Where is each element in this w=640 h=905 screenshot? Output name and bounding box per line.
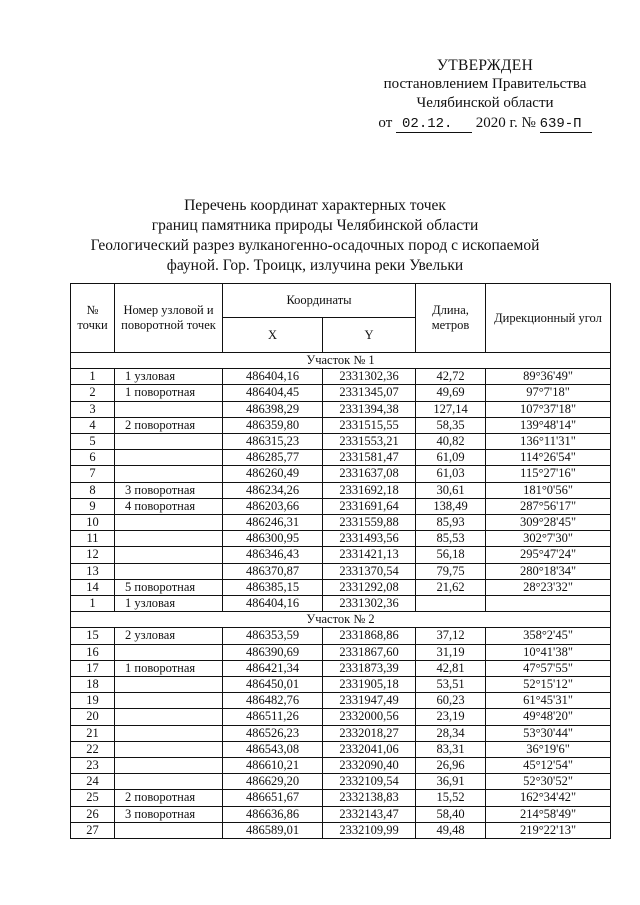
- cell-direction-angle: 214°58'49": [486, 806, 611, 822]
- table-row: [71, 806, 611, 822]
- cell-point-number: 10: [71, 515, 115, 531]
- cell-point-number: 1: [71, 596, 115, 612]
- header-point-type: Номер узловой и поворотной точек: [115, 284, 223, 353]
- cell-coord-x: 486315,23: [223, 434, 323, 450]
- cell-point-number: 1: [71, 369, 115, 385]
- cell-coord-x: 486359,80: [223, 417, 323, 433]
- cell-coord-x: 486353,59: [223, 628, 323, 644]
- cell-point-type: [115, 547, 223, 563]
- table-row: [71, 498, 611, 514]
- header-direction-angle: Дирекционный угол: [486, 284, 611, 353]
- cell-point-type: [115, 531, 223, 547]
- cell-coord-y: 2331292,08: [323, 579, 416, 595]
- cell-length: 58,40: [416, 806, 486, 822]
- table-row: [71, 417, 611, 433]
- cell-point-number: 14: [71, 579, 115, 595]
- cell-coord-x: 486511,26: [223, 709, 323, 725]
- cell-direction-angle: 280°18'34": [486, 563, 611, 579]
- cell-point-type: [115, 515, 223, 531]
- table-row: [71, 579, 611, 595]
- cell-coord-y: 2332138,83: [323, 790, 416, 806]
- table-row: [71, 385, 611, 401]
- table-row: [71, 547, 611, 563]
- approval-heading: УТВЕРЖДЕН: [436, 57, 534, 74]
- cell-coord-x: 486203,66: [223, 498, 323, 514]
- cell-length: 83,31: [416, 741, 486, 757]
- cell-direction-angle: 52°30'52": [486, 774, 611, 790]
- cell-point-type: 5 поворотная: [115, 579, 223, 595]
- cell-length: 56,18: [416, 547, 486, 563]
- cell-point-number: 13: [71, 563, 115, 579]
- document-title: [60, 196, 570, 276]
- cell-point-type: [115, 741, 223, 757]
- section-row: [71, 353, 611, 369]
- cell-point-type: 1 узловая: [115, 596, 223, 612]
- cell-coord-y: 2331394,38: [323, 401, 416, 417]
- table-row: [71, 482, 611, 498]
- cell-coord-y: 2331370,54: [323, 563, 416, 579]
- table-row: [71, 677, 611, 693]
- table-row: [71, 693, 611, 709]
- cell-coord-y: 2331559,88: [323, 515, 416, 531]
- cell-direction-angle: 309°28'45": [486, 515, 611, 531]
- cell-coord-y: 2332090,40: [323, 758, 416, 774]
- cell-direction-angle: 219°22'13": [486, 822, 611, 838]
- table-row: [71, 709, 611, 725]
- cell-point-type: [115, 644, 223, 660]
- cell-point-number: 23: [71, 758, 115, 774]
- cell-point-number: 6: [71, 450, 115, 466]
- cell-direction-angle: 136°11'31": [486, 434, 611, 450]
- cell-coord-y: 2331905,18: [323, 677, 416, 693]
- header-x: X: [223, 318, 323, 353]
- cell-direction-angle: 45°12'54": [486, 758, 611, 774]
- cell-point-number: 4: [71, 417, 115, 433]
- title-line-4: фауной. Гор. Троицк, излучина реки Увельки: [166, 257, 464, 274]
- table-row: [71, 434, 611, 450]
- cell-length: 37,12: [416, 628, 486, 644]
- header-length: Длина, метров: [416, 284, 486, 353]
- table-row: [71, 790, 611, 806]
- cell-point-type: [115, 709, 223, 725]
- table-row: [71, 466, 611, 482]
- header-coordinates: Координаты: [223, 284, 416, 318]
- cell-point-number: 3: [71, 401, 115, 417]
- cell-length: 85,93: [416, 515, 486, 531]
- cell-length: 28,34: [416, 725, 486, 741]
- cell-point-number: 15: [71, 628, 115, 644]
- cell-coord-x: 486589,01: [223, 822, 323, 838]
- table-row: [71, 725, 611, 741]
- cell-length: 61,09: [416, 450, 486, 466]
- cell-coord-y: 2332041,06: [323, 741, 416, 757]
- cell-length: 42,72: [416, 369, 486, 385]
- cell-direction-angle: 28°23'32": [486, 579, 611, 595]
- cell-coord-y: 2331947,49: [323, 693, 416, 709]
- table-row: [71, 774, 611, 790]
- section-title: Участок № 2: [71, 612, 611, 628]
- cell-point-number: 17: [71, 660, 115, 676]
- table-row: [71, 741, 611, 757]
- cell-direction-angle: 36°19'6": [486, 741, 611, 757]
- cell-coord-x: 486398,29: [223, 401, 323, 417]
- table-row: [71, 531, 611, 547]
- cell-coord-y: 2331868,86: [323, 628, 416, 644]
- cell-length: 26,96: [416, 758, 486, 774]
- cell-direction-angle: 47°57'55": [486, 660, 611, 676]
- cell-point-type: [115, 401, 223, 417]
- cell-point-type: 1 поворотная: [115, 385, 223, 401]
- cell-length: 30,61: [416, 482, 486, 498]
- date-prefix: от: [378, 115, 393, 131]
- cell-length: 53,51: [416, 677, 486, 693]
- cell-length: [416, 596, 486, 612]
- cell-length: 15,52: [416, 790, 486, 806]
- cell-coord-y: 2332018,27: [323, 725, 416, 741]
- table-row: [71, 515, 611, 531]
- cell-point-number: 27: [71, 822, 115, 838]
- cell-direction-angle: 295°47'24": [486, 547, 611, 563]
- cell-coord-x: 486370,87: [223, 563, 323, 579]
- cell-coord-x: 486300,95: [223, 531, 323, 547]
- cell-point-type: [115, 434, 223, 450]
- cell-point-type: [115, 466, 223, 482]
- cell-point-number: 8: [71, 482, 115, 498]
- cell-coord-x: 486421,34: [223, 660, 323, 676]
- cell-direction-angle: 89°36'49": [486, 369, 611, 385]
- cell-coord-x: 486390,69: [223, 644, 323, 660]
- cell-length: 21,62: [416, 579, 486, 595]
- cell-coord-y: 2332000,56: [323, 709, 416, 725]
- cell-point-number: 5: [71, 434, 115, 450]
- cell-direction-angle: 302°7'30": [486, 531, 611, 547]
- cell-point-type: 1 узловая: [115, 369, 223, 385]
- cell-point-number: 7: [71, 466, 115, 482]
- table-row: [71, 369, 611, 385]
- cell-coord-y: 2332143,47: [323, 806, 416, 822]
- cell-length: 79,75: [416, 563, 486, 579]
- cell-point-number: 2: [71, 385, 115, 401]
- cell-point-type: 1 поворотная: [115, 660, 223, 676]
- table-row: [71, 822, 611, 838]
- cell-point-number: 20: [71, 709, 115, 725]
- table-row: [71, 660, 611, 676]
- cell-point-type: [115, 725, 223, 741]
- cell-coord-x: 486404,45: [223, 385, 323, 401]
- cell-length: 58,35: [416, 417, 486, 433]
- cell-length: 31,19: [416, 644, 486, 660]
- table-body: [71, 353, 611, 839]
- cell-point-number: 22: [71, 741, 115, 757]
- cell-coord-y: 2331553,21: [323, 434, 416, 450]
- approval-line-1: постановлением Правительства: [383, 76, 587, 92]
- cell-length: 49,48: [416, 822, 486, 838]
- cell-coord-y: 2332109,99: [323, 822, 416, 838]
- cell-coord-y: 2331302,36: [323, 369, 416, 385]
- cell-direction-angle: 358°2'45": [486, 628, 611, 644]
- cell-point-type: 3 поворотная: [115, 482, 223, 498]
- cell-coord-x: 486346,43: [223, 547, 323, 563]
- cell-coord-y: 2331691,64: [323, 498, 416, 514]
- title-line-3: Геологический разрез вулканогенно-осадочных пород с ископаемой: [90, 237, 540, 254]
- title-line-2: границ памятника природы Челябинской области: [151, 217, 479, 234]
- cell-point-type: 4 поворотная: [115, 498, 223, 514]
- coordinates-table: [70, 283, 611, 839]
- cell-length: 42,81: [416, 660, 486, 676]
- cell-length: 61,03: [416, 466, 486, 482]
- cell-point-number: 21: [71, 725, 115, 741]
- date-value: 02.12.: [396, 117, 472, 133]
- cell-point-number: 9: [71, 498, 115, 514]
- header-y: Y: [323, 318, 416, 353]
- cell-direction-angle: 162°34'42": [486, 790, 611, 806]
- cell-point-type: [115, 693, 223, 709]
- cell-direction-angle: 139°48'14": [486, 417, 611, 433]
- cell-point-type: [115, 758, 223, 774]
- cell-point-type: [115, 563, 223, 579]
- cell-point-type: 2 узловая: [115, 628, 223, 644]
- cell-coord-y: 2331345,07: [323, 385, 416, 401]
- cell-direction-angle: 114°26'54": [486, 450, 611, 466]
- cell-point-type: [115, 822, 223, 838]
- table-row: [71, 628, 611, 644]
- title-line-1: Перечень координат характерных точек: [184, 197, 446, 214]
- cell-coord-x: 486260,49: [223, 466, 323, 482]
- cell-direction-angle: 287°56'17": [486, 498, 611, 514]
- cell-coord-y: 2331867,60: [323, 644, 416, 660]
- cell-coord-x: 486526,23: [223, 725, 323, 741]
- cell-coord-x: 486482,76: [223, 693, 323, 709]
- cell-length: 127,14: [416, 401, 486, 417]
- section-row: [71, 612, 611, 628]
- cell-length: 36,91: [416, 774, 486, 790]
- cell-coord-y: 2331637,08: [323, 466, 416, 482]
- cell-point-number: 18: [71, 677, 115, 693]
- cell-coord-y: 2331692,18: [323, 482, 416, 498]
- approval-date-line: [370, 114, 600, 133]
- cell-length: 60,23: [416, 693, 486, 709]
- cell-direction-angle: 107°37'18": [486, 401, 611, 417]
- cell-coord-x: 486385,15: [223, 579, 323, 595]
- cell-length: 23,19: [416, 709, 486, 725]
- table-row: [71, 450, 611, 466]
- cell-direction-angle: 181°0'56": [486, 482, 611, 498]
- cell-coord-x: 486610,21: [223, 758, 323, 774]
- cell-coord-x: 486450,01: [223, 677, 323, 693]
- table-row: [71, 401, 611, 417]
- cell-coord-x: 486285,77: [223, 450, 323, 466]
- cell-point-type: [115, 774, 223, 790]
- cell-coord-x: 486543,08: [223, 741, 323, 757]
- cell-coord-y: 2332109,54: [323, 774, 416, 790]
- cell-length: 40,82: [416, 434, 486, 450]
- section-title: Участок № 1: [71, 353, 611, 369]
- cell-point-type: 2 поворотная: [115, 417, 223, 433]
- cell-coord-y: 2331421,13: [323, 547, 416, 563]
- approval-line-2: Челябинской области: [416, 95, 554, 111]
- cell-length: 138,49: [416, 498, 486, 514]
- table-row: [71, 758, 611, 774]
- cell-coord-y: 2331493,56: [323, 531, 416, 547]
- cell-direction-angle: 49°48'20": [486, 709, 611, 725]
- cell-direction-angle: 115°27'16": [486, 466, 611, 482]
- cell-direction-angle: 10°41'38": [486, 644, 611, 660]
- cell-point-number: 11: [71, 531, 115, 547]
- cell-coord-y: 2331873,39: [323, 660, 416, 676]
- cell-point-number: 16: [71, 644, 115, 660]
- cell-coord-x: 486629,20: [223, 774, 323, 790]
- cell-point-number: 26: [71, 806, 115, 822]
- cell-point-number: 25: [71, 790, 115, 806]
- cell-coord-x: 486636,86: [223, 806, 323, 822]
- cell-coord-y: 2331581,47: [323, 450, 416, 466]
- cell-coord-x: 486404,16: [223, 369, 323, 385]
- cell-direction-angle: 97°7'18": [486, 385, 611, 401]
- cell-length: 49,69: [416, 385, 486, 401]
- cell-length: 85,53: [416, 531, 486, 547]
- cell-point-number: 19: [71, 693, 115, 709]
- cell-point-type: 2 поворотная: [115, 790, 223, 806]
- cell-direction-angle: [486, 596, 611, 612]
- cell-coord-x: 486651,67: [223, 790, 323, 806]
- cell-point-type: [115, 450, 223, 466]
- year-text: 2020 г. №: [475, 115, 536, 131]
- cell-coord-y: 2331515,55: [323, 417, 416, 433]
- table-row: [71, 596, 611, 612]
- approval-block: [370, 56, 600, 133]
- cell-coord-x: 486404,16: [223, 596, 323, 612]
- table-row: [71, 644, 611, 660]
- header-point-number: № точки: [71, 284, 115, 353]
- cell-coord-x: 486246,31: [223, 515, 323, 531]
- table-row: [71, 563, 611, 579]
- cell-point-type: 3 поворотная: [115, 806, 223, 822]
- cell-point-number: 24: [71, 774, 115, 790]
- cell-direction-angle: 52°15'12": [486, 677, 611, 693]
- decree-number: 639-П: [540, 117, 592, 133]
- cell-point-number: 12: [71, 547, 115, 563]
- cell-coord-y: 2331302,36: [323, 596, 416, 612]
- cell-direction-angle: 61°45'31": [486, 693, 611, 709]
- cell-coord-x: 486234,26: [223, 482, 323, 498]
- cell-direction-angle: 53°30'44": [486, 725, 611, 741]
- cell-point-type: [115, 677, 223, 693]
